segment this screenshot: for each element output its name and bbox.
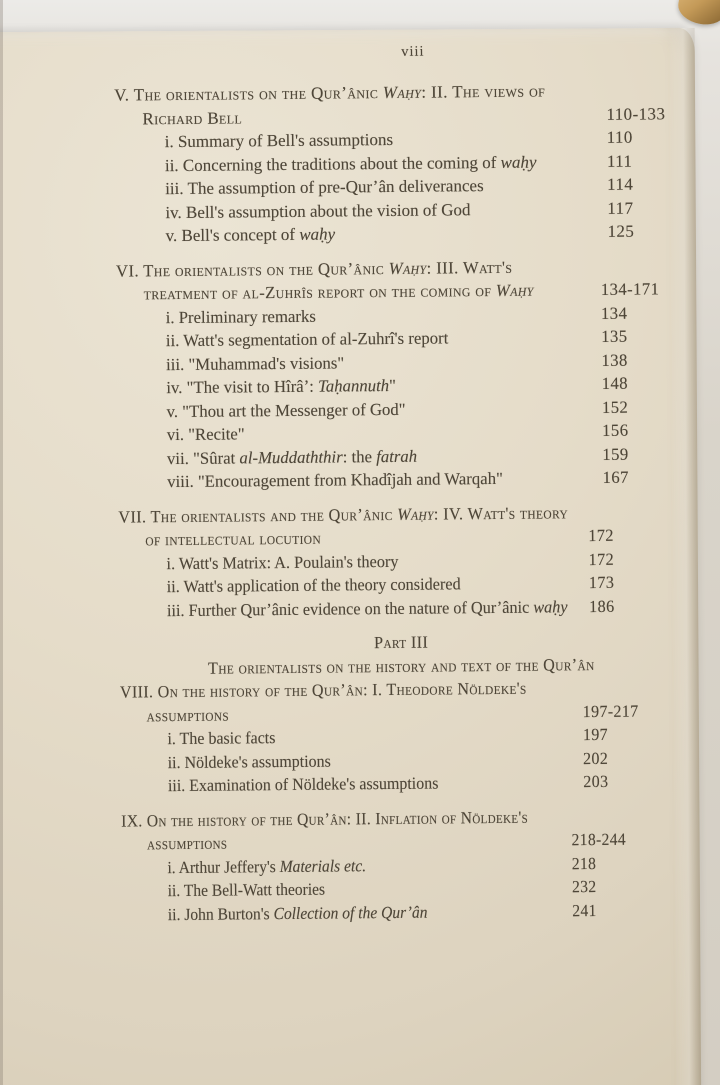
toc-line-text [165,152,537,175]
toc-text-segment: waḥy [299,224,336,244]
photo-left-edge [0,0,3,1085]
page-number: 134-171 [600,279,660,299]
page-number: 173 [588,572,615,593]
toc-text-segment: V. The orientalists on the Qur’ânic [114,83,383,105]
toc-line-text [142,108,242,128]
page-number: 156 [602,420,629,440]
toc-line-text [166,376,396,397]
toc-line-text [120,679,527,702]
toc-blocks [114,78,666,926]
toc-line-text [165,200,470,222]
toc-line-text [118,503,568,526]
toc-section [118,500,635,622]
toc-line-text [166,353,344,374]
part-header [119,629,630,681]
toc-text-segment: iv. "The visit to Hîrâ’: [166,376,319,398]
toc-text-segment: vi. "Recite" [166,424,245,445]
toc-text-segment: Taḥannuth [317,375,390,396]
toc-text-segment: Waḥy [495,280,534,300]
toc-text-segment: vii. "Sûrat [166,447,240,468]
toc-text-segment: The orientalists on the history and text of the Qur’ân [208,654,595,678]
page-number: 117 [607,198,634,218]
page-number: 218 [571,853,597,873]
toc-line-text [166,551,398,572]
page-number: 114 [607,174,634,194]
toc-text-segment: waḥy [500,152,537,172]
toc-line-text [165,176,484,198]
toc-text-segment: Part III [374,632,429,653]
toc-text-segment: iii. Examination of Nöldeke's assumptions [167,773,439,796]
toc-entry [121,770,629,798]
toc-text-segment: i. Watt's Matrix: A. Poulain's theory [166,551,399,573]
toc-line-text [168,902,428,923]
toc-text-segment: treatment of al-Zuhrîs report on the coming of [143,280,496,304]
toc-line-text [168,774,439,796]
toc-line-text [145,529,321,550]
toc-text-segment: assumptions [146,833,228,854]
toc-text-segment: : II. The views of [421,81,546,102]
toc-line-text [168,751,331,772]
page-number: 152 [601,397,629,417]
toc-text-segment: ii. Concerning the traditions about the coming of [164,152,501,175]
toc-text-segment: Waḥy [397,504,434,524]
toc-line-text [166,306,316,326]
toc-line-text [167,597,568,620]
toc-text-segment: iv. Bell's assumption about the vision of God [165,199,471,222]
toc-entry [119,594,635,622]
toc-line-text [166,224,336,245]
page-number: 172 [588,549,615,569]
page-number: 110-133 [606,103,666,124]
page-number: 186 [588,596,615,616]
toc-text-segment: iii. "Muhammad's visions" [165,352,345,374]
toc-text-segment: IX. On the history of the Qur’ân: II. Inflation of Nöldeke's [121,807,529,831]
page-number: 197 [582,724,609,745]
toc-line-text [167,728,275,748]
page-number: 110 [606,127,633,147]
toc-section [119,676,639,798]
toc-text-segment: iii. Further Qur’ânic evidence on the nature of Qur’ânic [166,597,534,620]
toc-text-segment: ii. Watt's segmentation of al-Zuhrî's report [165,328,449,351]
page-number: 111 [606,151,633,171]
toc-text-segment: Materials etc. [279,855,367,876]
page-number: 218-244 [571,829,627,850]
toc-line-text [166,399,405,420]
toc-line-text [146,705,229,725]
toc-line-text [147,834,227,854]
toc-line-text [167,424,245,444]
toc-text-segment: VII. The orientalists and the Qur’ânic [118,504,398,527]
toc-text-segment: i. Preliminary remarks [165,306,316,327]
toc-text-segment: Collection of the Qur’ân [273,902,428,923]
toc-line-text [166,328,449,350]
page-number: 159 [602,444,629,464]
toc-line-text [208,655,595,678]
toc-text-segment: assumptions [146,705,230,725]
toc-line-text [167,856,366,877]
page-number: 203 [583,771,609,792]
toc-text-segment: VIII. On the history of the Qur’ân: I. Theodore Nöldeke's [119,678,527,702]
page-number: 197-217 [582,701,639,721]
toc-text-segment: ii. Nöldeke's assumptions [167,751,331,772]
toc-line-text [167,446,417,467]
toc-entry [122,898,616,926]
toc-line-text [168,880,326,901]
toc-text-segment: i. Arthur Jeffery's [167,856,280,877]
toc-text-segment: waḥy [533,596,568,617]
toc-line-text [144,281,534,304]
toc-text-segment: i. Summary of Bell's assumptions [164,129,394,152]
toc-text-segment: v. "Thou art the Messenger of God" [166,399,406,421]
toc-entry [115,219,655,248]
toc-line-text [167,574,461,596]
toc-line-text [374,633,428,653]
toc-text-segment: VI. The orientalists on the Qur’ânic [115,258,389,281]
page-number: 202 [583,748,609,768]
toc-text-segment: : IV. Watt's theory [433,502,569,524]
toc-text-segment: v. Bell's concept of [165,224,300,246]
page-number: 232 [571,877,597,897]
page-number: 241 [572,900,597,920]
toc-text-segment: viii. "Encouragement from Khadîjah and Warqah" [167,468,503,492]
background-corner-object [676,0,720,28]
toc-line-text [114,81,545,104]
toc-text-segment: fatrah [376,446,418,466]
toc-text-segment: " [389,375,397,395]
toc-line-text [165,130,394,151]
toc-text-segment: Richard Bell [142,107,243,128]
toc-text-segment: ii. The Bell-Watt theories [167,879,326,901]
page-number: 172 [588,525,614,546]
toc-text-segment: Waḥy [388,258,427,278]
page-number: 135 [601,326,628,346]
page-number: 167 [602,467,629,487]
page-number: 138 [601,350,628,370]
toc-text-segment: Waḥy [382,82,422,103]
page-number: 148 [601,373,629,393]
toc-text-segment: ii. John Burton's [167,903,274,924]
toc-text-segment: al-Muddaththir [239,446,343,467]
toc-line-text [167,469,503,491]
toc-section [121,804,627,926]
toc-line-text [121,807,528,830]
toc-text-segment: iii. The assumption of pre-Qur’ân deliverances [165,176,484,199]
toc-text-segment: of intellectual locution [145,528,322,550]
toc-entry [118,465,650,494]
toc-section [115,254,660,494]
page-edge-shadow [669,28,702,1085]
toc-section [114,78,666,248]
toc-text-segment: : III. Watt's [426,257,513,278]
folio-page-number: viii [401,43,425,60]
toc-text-segment: : the [342,446,377,466]
page-number: 125 [607,221,635,241]
toc-line-text [116,257,513,280]
table-of-contents [114,41,666,926]
toc-text-segment: i. The basic facts [167,728,276,749]
toc-text-segment: ii. Watt's application of the theory considered [166,574,461,597]
page-number: 134 [600,303,628,323]
